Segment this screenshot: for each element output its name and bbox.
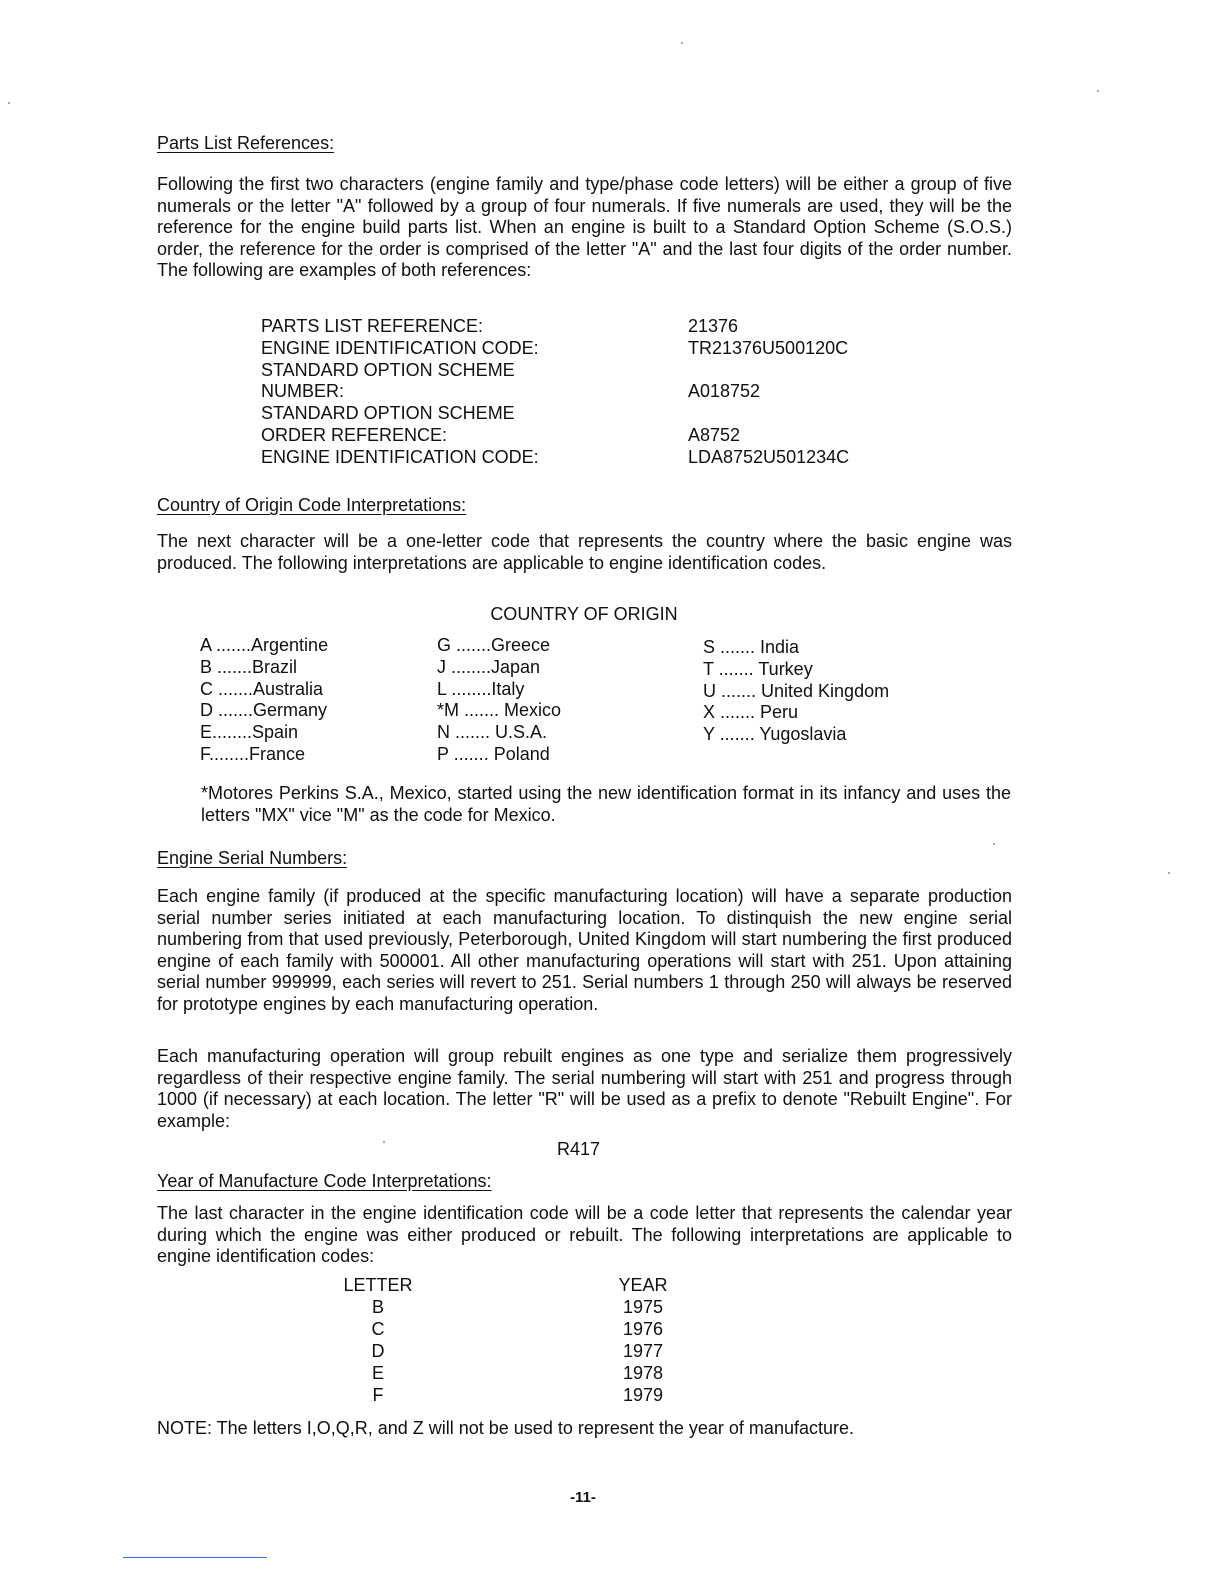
- country-entry: J ........Japan: [437, 656, 541, 677]
- year-value: 1979: [622, 1385, 664, 1405]
- rebuilt-example: R417: [557, 1139, 601, 1159]
- country-paragraph: The next character will be a one-letter code that represents the country where the basic engine was produced. The following interpretations are applicable to engine identification codes.: [157, 531, 1012, 573]
- country-column-2: [437, 635, 561, 766]
- reference-value: 21376: [688, 316, 739, 336]
- country-entry: T ....... Turkey: [703, 658, 813, 679]
- year-note: NOTE: The letters I,O,Q,R, and Z will not be used to represent the year of manufacture.: [157, 1418, 854, 1438]
- year-letter: D: [371, 1341, 385, 1361]
- country-entry: F........France: [200, 743, 306, 764]
- scan-speck: [681, 42, 683, 44]
- serial-paragraph-2: Each manufacturing operation will group rebuilt engines as one type and serialize them progressively regardless of their respective engine family. The serial numbering will start with 251 and progress through 1000 (if necessary) at each location. The letter "R" will be used as a prefix to denote "Rebuilt Engine". For example:: [157, 1046, 1012, 1131]
- reference-label: ORDER REFERENCE:: [261, 424, 448, 445]
- reference-labels: [261, 316, 681, 469]
- country-entry: C .......Australia: [200, 678, 324, 699]
- country-entry: S ....... India: [703, 637, 800, 657]
- year-value-column: [598, 1274, 688, 1406]
- parts-list-heading: Parts List References:: [157, 133, 335, 153]
- year-letter: C: [371, 1319, 385, 1339]
- year-letter: F: [372, 1385, 384, 1405]
- reference-label: STANDARD OPTION SCHEME: [261, 359, 515, 380]
- country-entry: *M ....... Mexico: [437, 700, 562, 721]
- footer-rule: [123, 1557, 267, 1558]
- country-entry: A .......Argentine: [200, 635, 329, 655]
- reference-label: NUMBER:: [261, 381, 345, 402]
- reference-value: LDA8752U501234C: [688, 446, 850, 467]
- year-heading: Year of Manufacture Code Interpretations:: [157, 1171, 492, 1191]
- parts-list-paragraph: Following the first two characters (engine family and type/phase code letters) will be either a group of five numerals or the letter "A" followed by a group of four numerals. If five numerals are used, they will be the reference for the engine build parts list. When an engine is built to a Standard Option Scheme (S.O.S.) order, the reference for the order is comprised of the letter "A" and the last four digits of the order number. The following are examples of both references:: [157, 174, 1012, 281]
- country-entry: X ....... Peru: [703, 702, 799, 723]
- reference-value: A018752: [688, 381, 761, 402]
- country-entry: G .......Greece: [437, 635, 551, 655]
- year-letter: B: [371, 1297, 384, 1317]
- reference-label: PARTS LIST REFERENCE:: [261, 316, 484, 336]
- country-entry: B .......Brazil: [200, 656, 298, 677]
- reference-label: ENGINE IDENTIFICATION CODE:: [261, 337, 539, 358]
- country-entry: E........Spain: [200, 722, 299, 743]
- scan-speck: [1168, 872, 1170, 874]
- year-letter: E: [371, 1363, 384, 1383]
- scan-speck: [1097, 90, 1099, 92]
- scan-speck: [8, 102, 10, 104]
- serial-heading: Engine Serial Numbers:: [157, 848, 348, 868]
- reference-value: A8752: [688, 424, 741, 445]
- country-heading: Country of Origin Code Interpretations:: [157, 495, 467, 515]
- country-column-1: [200, 635, 328, 766]
- year-letter-column: [330, 1274, 426, 1406]
- year-value: 1978: [622, 1363, 664, 1383]
- reference-values: [688, 316, 849, 469]
- country-entry: Y ....... Yugoslavia: [703, 724, 847, 745]
- reference-examples: [0, 316, 1224, 476]
- country-entry: L ........Italy: [437, 678, 525, 699]
- country-entry: P ....... Poland: [437, 743, 550, 764]
- reference-label: STANDARD OPTION SCHEME: [261, 403, 515, 424]
- country-table-title: COUNTRY OF ORIGIN: [490, 604, 678, 624]
- country-column-3: [703, 637, 889, 746]
- reference-value: [688, 360, 849, 382]
- country-entry: U ....... United Kingdom: [703, 680, 890, 701]
- reference-label: ENGINE IDENTIFICATION CODE:: [261, 446, 539, 467]
- scan-speck: [993, 843, 995, 845]
- serial-paragraph-1: Each engine family (if produced at the specific manufacturing location) will have a separate production serial number series initiated at each manufacturing location. To distinquish the new engine serial numbering from that used previously, Peterborough, United Kingdom will start numbering the first produced engine of each family with 500001. All other manufacturing operations will start with 251. Upon attaining serial number 999999, each series will revert to 251. Serial numbers 1 through 250 will always be reserved for prototype engines by each manufacturing operation.: [157, 886, 1012, 1014]
- year-header: YEAR: [618, 1275, 668, 1295]
- year-paragraph: The last character in the engine identification code will be a code letter that represents the calendar year during which the engine was either produced or rebuilt. The following interpretations are applicable to engine identification codes:: [157, 1203, 1012, 1267]
- letter-header: LETTER: [343, 1275, 413, 1295]
- year-value: 1977: [622, 1341, 664, 1361]
- year-value: 1976: [622, 1319, 664, 1339]
- mexico-footnote: *Motores Perkins S.A., Mexico, started using the new identification format in its infancy and uses the letters "MX" vice "M" as the code for Mexico.: [201, 783, 1011, 825]
- reference-value: TR21376U500120C: [688, 337, 849, 358]
- reference-value: [688, 403, 849, 425]
- page-number: -11-: [570, 1489, 596, 1506]
- year-value: 1975: [622, 1297, 664, 1317]
- country-entry: N ....... U.S.A.: [437, 722, 548, 743]
- scan-speck: [383, 1141, 385, 1143]
- country-entry: D .......Germany: [200, 700, 328, 721]
